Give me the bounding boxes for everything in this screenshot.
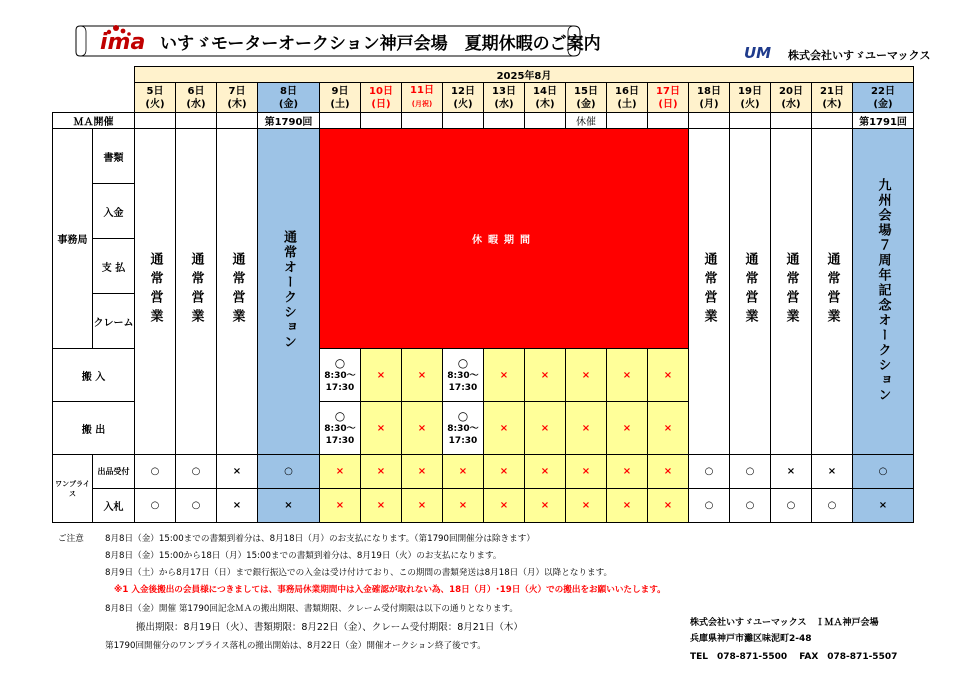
note-line-4: ※1 入金後搬出の会員様につきましては、事務局休業期間中は入金確認が取れない為、18日（月）･19日（火）での搬出をお願いいたします。 <box>114 585 666 595</box>
page-title: いすゞモーターオークション神戸会場 夏期休暇のご案内 <box>160 34 601 54</box>
note-line-6: 搬出期限：8月19日（火）、書類期限：8月22日（金）、クレーム受付期限：8月21日（木） <box>136 622 523 633</box>
nyusatsu-22日: × <box>853 489 914 523</box>
ma-label: ＭＡ開催 <box>53 113 135 129</box>
nyusatsu-12日: × <box>443 489 484 523</box>
ma-1790: 第1790回 <box>258 113 320 129</box>
row-nyukin: 入金 <box>93 184 135 239</box>
nyusatsu-21日: ○ <box>812 489 853 523</box>
row-shiharai: 支 払 <box>93 239 135 294</box>
date-14: 14日 (木) <box>525 83 566 113</box>
shuppin-19日: ○ <box>730 455 771 489</box>
shuppin-10日: × <box>361 455 402 489</box>
hannyu-16: × <box>607 349 648 402</box>
date-13: 13日 (水) <box>484 83 525 113</box>
company-name: 株式会社いすゞユーマックス <box>788 49 931 62</box>
corner-cell <box>53 67 135 113</box>
note-line-3: 8月9日（土）から8月17日（日）まで銀行振込での入金は受け付けており、この期間の書類発送は8月18日（月）以降となります。 <box>105 568 613 578</box>
vacation-block: 休暇期間 <box>320 129 689 349</box>
normal-19: 通常営業 <box>730 129 771 455</box>
date-11: 11日 (月祝) <box>402 83 443 113</box>
note-line-2: 8月8日（金）15:00から18日（月）15:00までの書類到着分は、8月19日（火）のお支払になります。 <box>105 551 502 561</box>
shuppin-21日: × <box>812 455 853 489</box>
footer-address: 兵庫県神戸市灘区味泥町2-48 <box>690 634 812 644</box>
nyusatsu-14日: × <box>525 489 566 523</box>
hanshutsu-11: × <box>402 402 443 455</box>
normal-7: 通常営業 <box>217 129 258 455</box>
shuppin-5日: ○ <box>135 455 176 489</box>
footer-company: 株式会社いすゞユーマックス ＩＭＡ神戸会場 <box>690 618 879 628</box>
date-19: 19日 (火) <box>730 83 771 113</box>
date-6: 6日 (水) <box>176 83 217 113</box>
onepri-label: ワンプライス <box>53 455 93 523</box>
normal-21: 通常営業 <box>812 129 853 455</box>
note-line-7: 第1790回開催分のワンプライス落札の搬出開始は、8月22日（金）開催オークション終了後です。 <box>105 641 486 651</box>
row-hanshutsu: 搬 出 <box>53 402 135 455</box>
note-line-5: 8月8日（金）開催 第1790回記念ＭＡの搬出期限、書類期限、クレーム受付期限は以下の通りとなります。 <box>105 604 518 614</box>
row-claim: クレーム <box>93 294 135 349</box>
ma-row <box>53 113 914 129</box>
hanshutsu-10: × <box>361 402 402 455</box>
normal-18: 通常営業 <box>689 129 730 455</box>
hanshutsu-17: × <box>648 402 689 455</box>
shuppin-16日: × <box>607 455 648 489</box>
nyusatsu-13日: × <box>484 489 525 523</box>
hannyu-17: × <box>648 349 689 402</box>
date-7: 7日 (木) <box>217 83 258 113</box>
date-10: 10日 (日) <box>361 83 402 113</box>
hanshutsu-12: ○ 8:30～ 17:30 <box>443 402 484 455</box>
schedule-table <box>52 66 914 523</box>
ma-kyusai: 休催 <box>566 113 607 129</box>
footer-tel: TEL 078-871-5500 FAX 078-871-5507 <box>690 652 898 662</box>
date-5: 5日 (火) <box>135 83 176 113</box>
hannyu-14: × <box>525 349 566 402</box>
shuppin-12日: × <box>443 455 484 489</box>
row-nyusatsu: 入札 <box>93 489 135 523</box>
nyusatsu-10日: × <box>361 489 402 523</box>
normal-20: 通常営業 <box>771 129 812 455</box>
shuppin-22日: ○ <box>853 455 914 489</box>
date-row <box>53 83 914 113</box>
date-16: 16日 (土) <box>607 83 648 113</box>
nyusatsu-20日: ○ <box>771 489 812 523</box>
shuppin-6日: ○ <box>176 455 217 489</box>
nyusatsu-row <box>53 489 914 523</box>
hanshutsu-13: × <box>484 402 525 455</box>
date-17: 17日 (日) <box>648 83 689 113</box>
hannyu-10: × <box>361 349 402 402</box>
row-shorui: 書類 <box>93 129 135 184</box>
note-line-1: 8月8日（金）15:00までの書類到着分は、8月18日（月）のお支払になります。（第1790回開催分は除きます） <box>105 534 535 544</box>
date-21: 21日 (木) <box>812 83 853 113</box>
nyusatsu-7日: × <box>217 489 258 523</box>
shuppin-17日: × <box>648 455 689 489</box>
date-20: 20日 (水) <box>771 83 812 113</box>
shuppin-row <box>53 455 914 489</box>
normal-6: 通常営業 <box>176 129 217 455</box>
nyusatsu-18日: ○ <box>689 489 730 523</box>
date-8: 8日 (金) <box>258 83 320 113</box>
month-header: 2025年8月 <box>135 67 914 83</box>
nyusatsu-15日: × <box>566 489 607 523</box>
hannyu-13: × <box>484 349 525 402</box>
shuppin-13日: × <box>484 455 525 489</box>
note-label: ご注意 <box>58 534 84 544</box>
hanshutsu-15: × <box>566 402 607 455</box>
hanshutsu-9: ○ 8:30～ 17:30 <box>320 402 361 455</box>
nyusatsu-11日: × <box>402 489 443 523</box>
nyusatsu-16日: × <box>607 489 648 523</box>
shuppin-11日: × <box>402 455 443 489</box>
nyusatsu-9日: × <box>320 489 361 523</box>
nyusatsu-6日: ○ <box>176 489 217 523</box>
nyusatsu-17日: × <box>648 489 689 523</box>
date-12: 12日 (火) <box>443 83 484 113</box>
ma-1791: 第1791回 <box>853 113 914 129</box>
shuppin-14日: × <box>525 455 566 489</box>
date-15: 15日 (金) <box>566 83 607 113</box>
row-hannyu: 搬 入 <box>53 349 135 402</box>
shuppin-18日: ○ <box>689 455 730 489</box>
hannyu-12: ○ 8:30～ 17:30 <box>443 349 484 402</box>
date-18: 18日 (月) <box>689 83 730 113</box>
shuppin-7日: × <box>217 455 258 489</box>
kyushu-auction-22: 九州会場７周年記念オークション <box>853 129 914 455</box>
shuppin-9日: × <box>320 455 361 489</box>
shuppin-15日: × <box>566 455 607 489</box>
nyusatsu-8日: × <box>258 489 320 523</box>
ima-logo: ima <box>100 30 146 55</box>
hanshutsu-14: × <box>525 402 566 455</box>
hannyu-11: × <box>402 349 443 402</box>
row-shuppin: 出品受付 <box>93 455 135 489</box>
office-label: 事務局 <box>53 129 93 349</box>
footer-contact <box>690 615 897 665</box>
nyusatsu-19日: ○ <box>730 489 771 523</box>
shuppin-20日: × <box>771 455 812 489</box>
hannyu-9: ○ 8:30～ 17:30 <box>320 349 361 402</box>
shuppin-8日: ○ <box>258 455 320 489</box>
hannyu-15: × <box>566 349 607 402</box>
normal-auction-8: 通常オークション <box>258 129 320 455</box>
hanshutsu-16: × <box>607 402 648 455</box>
date-9: 9日 (土) <box>320 83 361 113</box>
um-logo: UM <box>744 44 772 62</box>
nyusatsu-5日: ○ <box>135 489 176 523</box>
date-22: 22日 (金) <box>853 83 914 113</box>
normal-5: 通常営業 <box>135 129 176 455</box>
